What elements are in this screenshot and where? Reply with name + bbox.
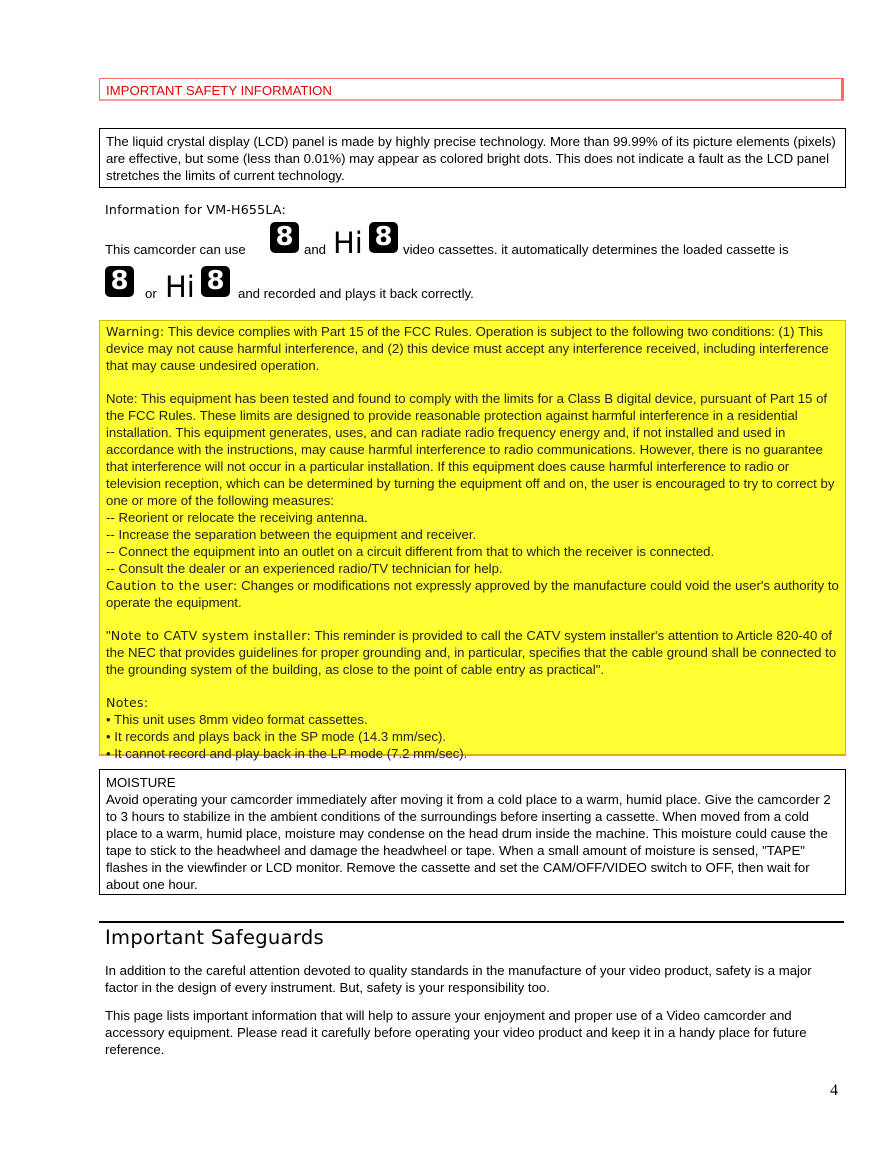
- moisture-box: [99, 769, 846, 895]
- 8mm-logo-icon: 8: [105, 266, 134, 297]
- notes-item: • This unit uses 8mm video format cassettes.: [106, 712, 368, 727]
- hi8-logo-icon: Hi: [333, 226, 363, 260]
- 8mm-logo-icon: 8: [270, 222, 299, 253]
- warning-text: This device complies with Part 15 of the FCC Rules. Operation is subject to the following two conditions: (1) This device may not cause harmful interference, and (2) this device must accept any interference received, including interference that may cause undesired operation.: [106, 324, 829, 373]
- moisture-title: MOISTURE: [106, 775, 176, 790]
- moisture-text: Avoid operating your camcorder immediately after moving it from a cold place to a warm, humid place. Give the camcorder 2 to 3 hours to stabilize in the ambient conditions of the surroundings before inserting a cassette. When moved from a cold place to a warm, humid place, moisture may condense on the head drum inside the machine. This moisture could cause the tape to stick to the headwheel and damage the headwheel or tape. When a small amount of moisture is sensed, "TAPE" flashes in the viewfinder or LCD monitor. Remove the cassette and set the CAM/OFF/VIDEO switch to OFF, then wait for about one hour.: [106, 792, 831, 892]
- hi8-logo-icon: Hi: [165, 270, 195, 304]
- fcc-caution: [106, 577, 839, 611]
- catv-text: This reminder is provided to call the CATV system installer's attention to Article 820-40 of the NEC that provides guidelines for proper grounding and, in particular, specifies that the cable ground shall be connected to the grounding system of the building, as close to the point of cable entry as practical".: [106, 628, 837, 677]
- caution-text: Changes or modifications not expressly approved by the manufacture could void the user's authority to operate the equipment.: [106, 578, 839, 610]
- catv-label: Note to CATV system installer:: [110, 628, 312, 643]
- cassette-line-1-text-b: and: [304, 242, 327, 257]
- section-divider: [99, 921, 844, 923]
- hi8-eight-icon: 8: [369, 222, 398, 253]
- measure-item: -- Reorient or relocate the receiving antenna.: [106, 510, 368, 525]
- notes-item: • It cannot record and play back in the LP mode (7.2 mm/sec).: [106, 746, 468, 761]
- page-number: 4: [830, 1082, 838, 1099]
- fcc-note: Note: This equipment has been tested and found to comply with the limits for a Class B digital device, pursuant of Part 15 of the FCC Rules. These limits are designed to provide reasonable protection against harmful interference in a residential installation. This equipment generates, uses, and can radiate radio frequency energy and, if not installed and used in accordance with the instructions, may cause harmful interference to radio communications. However, there is no guarantee that interference will not occur in a particular installation. If this equipment does cause harmful interference to radio or television reception, which can be determined by turning the equipment off and on, the user is encouraged to try to correct by one or more of the following measures:: [106, 391, 835, 508]
- safeguards-paragraph-2: This page lists important information that will help to assure your enjoyment and proper use of a Video camcorder and accessory equipment. Please read it carefully before operating your video product and keep it in a handy place for future reference.: [105, 1008, 807, 1057]
- catv-quote: ": [106, 628, 111, 643]
- hi8-eight-icon: 8: [201, 266, 230, 297]
- lcd-notice-box: [99, 128, 846, 188]
- notes-item: • It records and plays back in the SP mode (14.3 mm/sec).: [106, 729, 447, 744]
- fcc-notice-box: [99, 320, 846, 761]
- fcc-warning: [106, 323, 839, 374]
- notes-label: Notes:: [106, 695, 149, 710]
- section-header: [99, 78, 844, 101]
- safeguards-paragraph-1: In addition to the careful attention devoted to quality standards in the manufacture of your video product, safety is a major factor in the design of every instrument. But, safety is your responsibility too.: [105, 963, 812, 995]
- warning-label: Warning:: [106, 324, 165, 339]
- cassette-line-2-text-b: and recorded and plays it back correctly.: [238, 286, 474, 301]
- cassette-line-2: [105, 266, 845, 302]
- section-header-title: IMPORTANT SAFETY INFORMATION: [106, 83, 332, 98]
- cassette-line-1: [105, 222, 845, 258]
- safeguards-title: Important Safeguards: [105, 926, 324, 949]
- info-title: Information for VM-H655LA:: [105, 202, 286, 217]
- cassette-line-1-text-a: This camcorder can use: [105, 242, 246, 257]
- caution-label: Caution to the user:: [106, 578, 238, 593]
- cassette-line-1-text-c: video cassettes. it automatically determines the loaded cassette is: [403, 242, 789, 257]
- measure-item: -- Connect the equipment into an outlet on a circuit different from that to which the receiver is connected.: [106, 544, 715, 559]
- lcd-notice-text: The liquid crystal display (LCD) panel is made by highly precise technology. More than 99.99% of its picture elements (pixels) are effective, but some (less than 0.01%) may appear as colored bright dots. This does not indicate a fault as the LCD panel stretches the limits of current technology.: [106, 134, 836, 183]
- measure-item: -- Increase the separation between the equipment and receiver.: [106, 527, 477, 542]
- catv-note: [106, 627, 839, 678]
- measure-item: -- Consult the dealer or an experienced radio/TV technician for help.: [106, 561, 503, 576]
- cassette-line-2-text-a: or: [145, 286, 157, 301]
